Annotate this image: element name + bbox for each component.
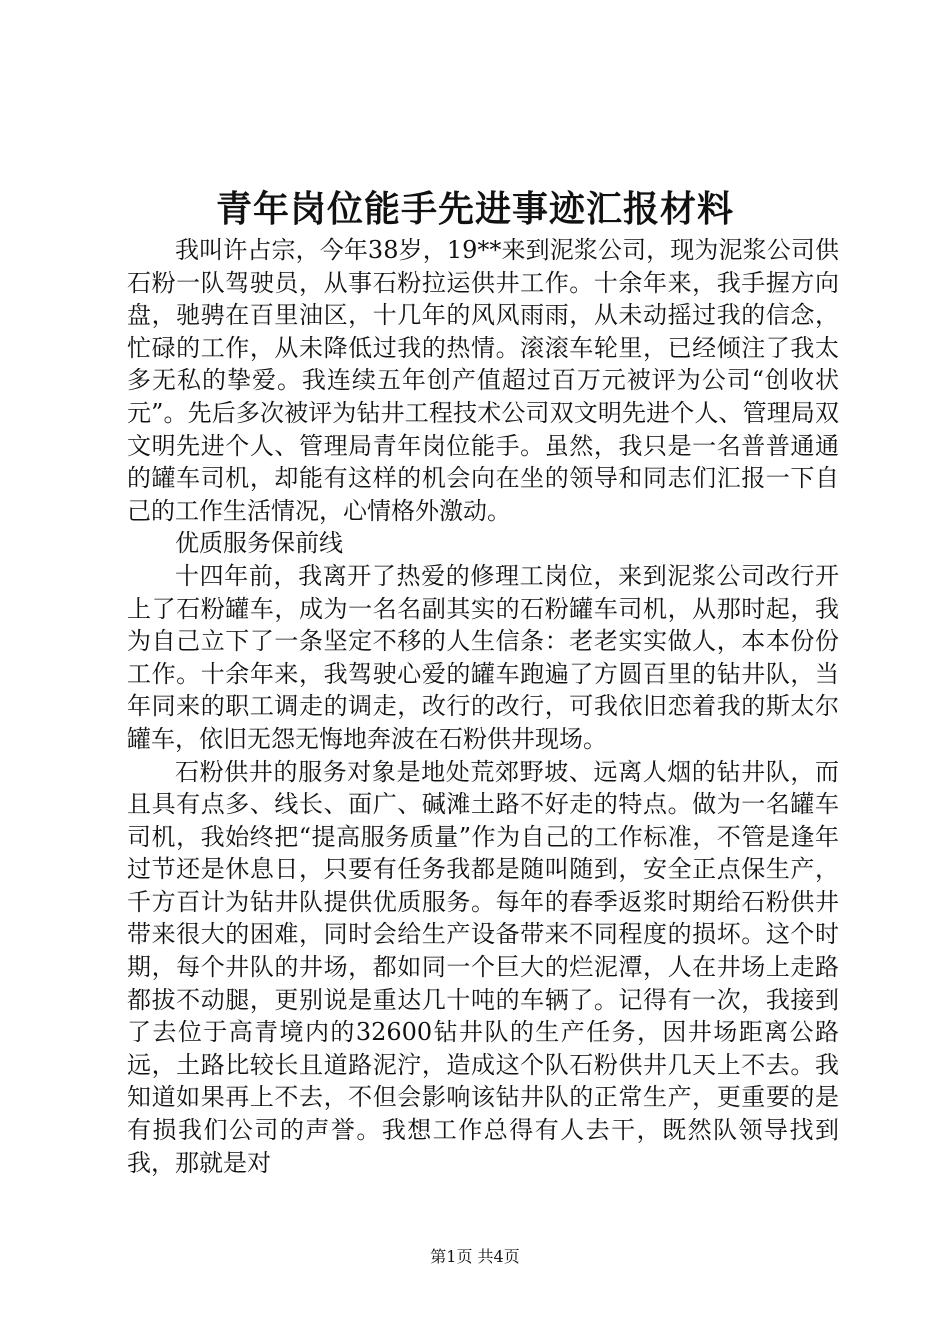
section-heading: 优质服务保前线 bbox=[175, 529, 343, 558]
paragraph-service: 石粉供井的服务对象是地处荒郊野坡、远离人烟的钻井队，而且具有点多、线长、面广、碱滩土路不好走的特点。做为一名罐车司机，我始终把“提高服务质量”作为自己的工作标准，不管是逢年过节还是休息日，只要有任务我都是随叫随到，安全正点保生产，千方百计为钻井队提供优质服务。每年的春季返浆时期给石粉供井带来很大的困难，同时会给生产设备带来不同程度的损坏。这个时期，每个井队的井场，都如同一个巨大的烂泥潭，人在井场上走路都拔不动腿，更别说是重达几十吨的车辆了。记得有一次，我接到了去位于高青境内的32600钻井队的生产任务，因井场距离公路远，土路比较长且道路泥泞，造成这个队石粉供井几天上不去。我知道如果再上不去，不但会影响该钻井队的正常生产，更重要的是有损我们公司的声誉。我想工作总得有人去干，既然队领导找到我，那就是对 bbox=[127, 757, 839, 1177]
page-number-footer: 第1页 共4页 bbox=[430, 1247, 520, 1266]
document-body bbox=[127, 234, 839, 1179]
paragraph-intro: 我叫许占宗，今年38岁，19**来到泥浆公司，现为泥浆公司供石粉一队驾驶员，从事石粉拉运供井工作。十余年来，我手握方向盘，驰骋在百里油区，十几年的风风雨雨，从未动摇过我的信念，忙碌的工作，从未降低过我的热情。滚滚车轮里，已经倾注了我太多无私的挚爱。我连续五年创产值超过百万元被评为公司“创收状元”。先后多次被评为钻井工程技术公司双文明先进个人、管理局双文明先进个人、管理局青年岗位能手。虽然，我只是一名普普通通的罐车司机，却能有这样的机会向在坐的领导和同志们汇报一下自己的工作生活情况，心情格外激动。 bbox=[127, 236, 839, 525]
document-title: 青年岗位能手先进事迹汇报材料 bbox=[215, 188, 734, 230]
paragraph-career: 十四年前，我离开了热爱的修理工岗位，来到泥浆公司改行开上了石粉罐车，成为一名名副其实的石粉罐车司机，从那时起，我为自己立下了一条坚定不移的人生信条：老老实实做人，本本份份工作。十余年来，我驾驶心爱的罐车跑遍了方圆百里的钻井队，当年同来的职工调走的调走，改行的改行，可我依旧恋着我的斯太尔罐车，依旧无怨无悔地奔波在石粉供井现场。 bbox=[127, 561, 839, 753]
